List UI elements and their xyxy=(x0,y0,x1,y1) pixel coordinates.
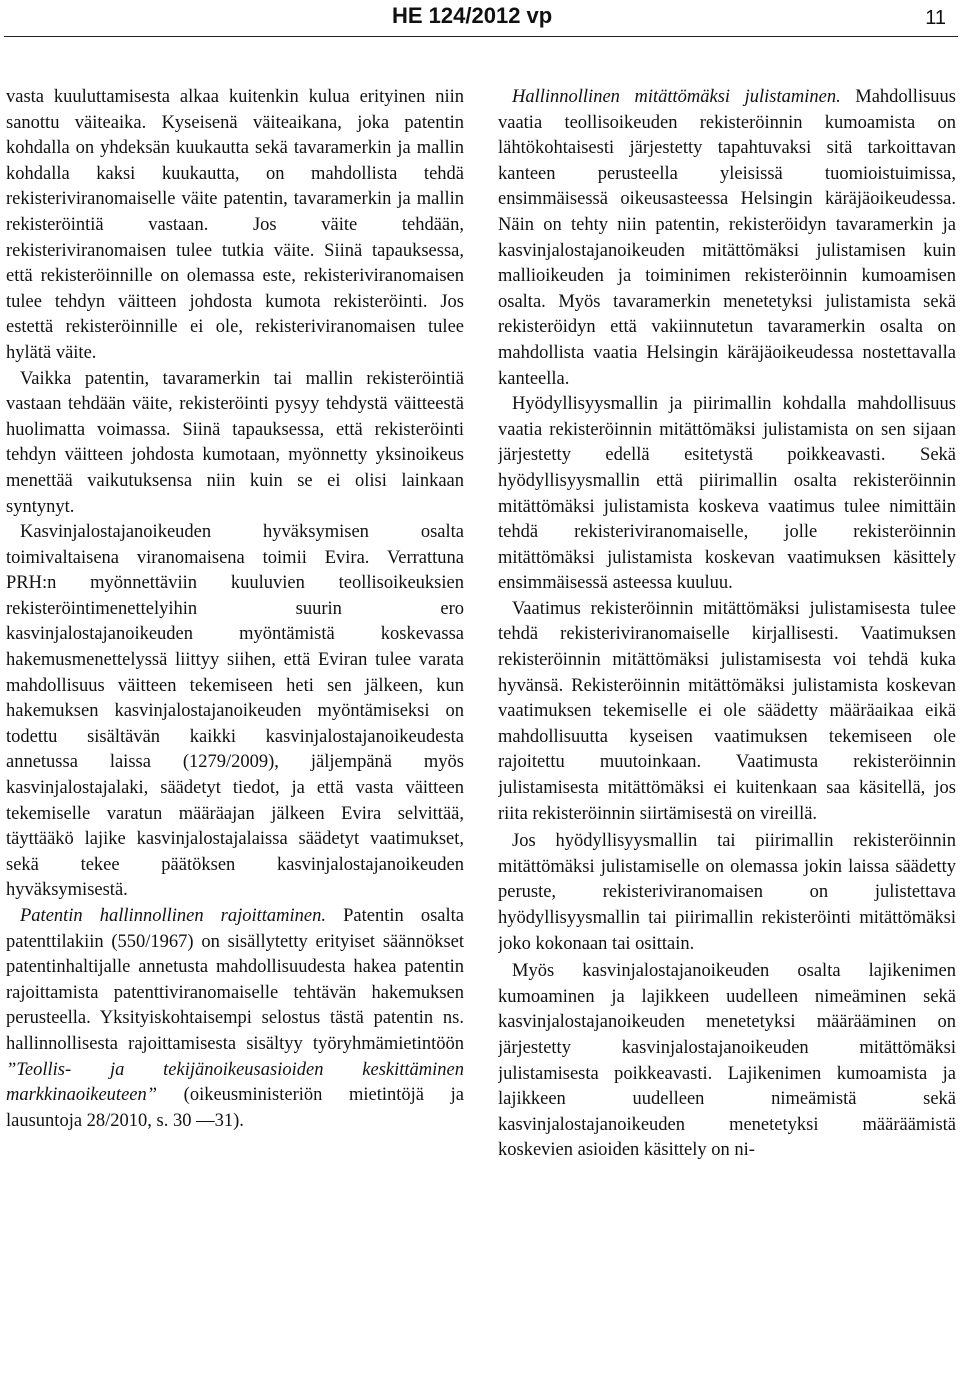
page-number: 11 xyxy=(925,7,946,29)
paragraph: Jos hyödyllisyysmallin tai piirimallin rekisteröinnin mitättömäksi julistamiselle on olemassa jokin laissa säädetty peruste, rekisteriviranomaisen on julistettava hyödyllisyysmallin tai piirimallin rekisteröinti mitättömäksi joko kokonaan tai osittain. xyxy=(498,831,956,954)
paragraph xyxy=(6,904,464,1134)
paragraph: Vaatimus rekisteröinnin mitättömäksi julistamisesta tulee tehdä rekisteriviranomaiselle kirjallisesti. Vaatimuksen rekisteröinnin mitättömäksi julistamisesta voi tehdä kuka hyvänsä. Rekisteröinnin mitättömäksi julistamista koskevan vaatimuksen tekemiselle ei ole säädetty määräaikaa eikä mahdollisuutta kyseisen vaatimuksen tekemiseen ole rajoitettu muutoinkaan. Vaatimusta rekisteröinnin julistamisesta mitättömäksi ei kuitenkaan saa käsitellä, jos riita rekisteröinnin siirtämisestä on vireillä. xyxy=(498,598,956,824)
paragraph: Vaikka patentin, tavaramerkin tai mallin rekisteröintiä vastaan tehdään väite, rekisteröinti pysyy tehdystä väitteestä huolimatta voimassa. Siinä tapauksessa, että rekisteröinti tehdyn väitteen johdosta kumotaan, myönnetty yksinoikeus menettää vaikutuksensa niin kuin se ei olisi lainkaan syntynyt. xyxy=(6,368,464,517)
paragraph-text: (oikeusministeriön mietintöjä ja lausuntoja 28/2010, s. 30 —31). xyxy=(6,1085,464,1131)
paragraph: Myös kasvinjalostajanoikeuden osalta lajikenimen kumoaminen ja lajikkeen uudelleen nimeäminen sekä kasvinjalostajanoikeuden menetetyksi määrääminen on järjestetty kasvinjalostajanoikeuden mitättömäksi julistamisesta poikkeavasti. Lajikenimen kumoamista ja lajikkeen uudelleen nimeämistä sekä kasvinjalostajanoikeuden menetetyksi määräämistä koskevien asioiden käsittely on ni- xyxy=(498,961,956,1161)
quoted-title: ”Teollis- ja tekijänoikeusasioiden keskittäminen markkinaoikeuteen” xyxy=(6,1059,464,1106)
right-column xyxy=(498,85,956,1385)
document-id: HE 124/2012 vp xyxy=(392,3,553,28)
paragraph-text: Patentin osalta patenttilakiin (550/1967) on sisällytetty erityiset säännökset patentinhaltijalle annetusta mahdollisuudesta hakea patentin rajoittamista patenttiviranomaiselle tehtävän hakemuksen perusteella. Yksityiskohtaisempi selostus tästä patentin ns. hallinnollisesta rajoittamisesta sisältyy työryhmämietintöön xyxy=(6,906,464,1054)
section-heading: Patentin hallinnollinen rajoittaminen. xyxy=(20,906,327,926)
paragraph: vasta kuuluttamisesta alkaa kuitenkin kulua erityinen niin sanottu väiteaika. Kyseisenä väiteaikana, joka patentin kohdalla on yhdeksän kuukautta sekä tavaramerkin ja mallin kohdalla kaksi kuukautta, on mahdollista tehdä rekisteriviranomaiselle väite patentin, tavaramerkin ja mallin rekisteröintiä vastaan. Jos väite tehdään, rekisteriviranomaisen tulee tutkia väite. Siinä tapauksessa, että rekisteröinnille on olemassa este, rekisteriviranomaisen tulee tehdyn väitteen johdosta kumota rekisteröinti. Jos estettä rekisteröinnille ei ole, rekisteriviranomaisen tulee hylätä väite. xyxy=(6,87,464,363)
left-column xyxy=(6,85,464,1385)
paragraph xyxy=(498,85,956,392)
page-header xyxy=(0,0,960,38)
section-heading: Hallinnollinen mitättömäksi julistaminen. xyxy=(512,87,841,107)
paragraph: Hyödyllisyysmallin ja piirimallin kohdalla mahdollisuus vaatia rekisteröinnin mitättömäksi julistamista on sen sijaan järjestetty edellä esitetystä poikkeavasti. Sekä hyödyllisyysmallin että piirimallin osalta rekisteröinnin mitättömäksi julistamista koskeva vaatimus tulee nimittäin tehdä rekisteriviranomaiselle, jolle rekisteröinnin mitättömäksi julistamista koskevan vaatimuksen käsittely ensimmäisessä asteessa kuuluu. xyxy=(498,394,956,594)
paragraph-text: Mahdollisuus vaatia teollisoikeuden rekisteröinnin kumoamista on lähtökohtaisesti järjestetty tapahtuvaksi sitä tarkoittavan kanteen perusteella yleisissä tuomioistuimissa, ensimmäisessä oikeusasteessa Helsingin käräjäoikeudessa. Näin on tehty niin patentin, rekisteröidyn tavaramerkin ja kasvinjalostajanoikeuden mitättömäksi julistamisen kuin mallioikeuden ja toiminimen rekisteröinnin kumoamisen osalta. Myös tavaramerkin menetetyksi julistamista sekä rekisteröidyn että vakiinnutetun tavaramerkin osalta on mahdollista vaatia Helsingin käräjäoikeudessa nostettavalla kanteella. xyxy=(498,87,956,389)
paragraph: Kasvinjalostajanoikeuden hyväksymisen osalta toimivaltaisena viranomaisena toimii Evira. Verrattuna PRH:n myönnettäviin kuuluvien teollisoikeuksien rekisteröintimenettelyihin suurin ero kasvinjalostajanoikeuden myöntämistä koskevassa hakemusmenettelyssä liittyy siihen, että Eviran tulee varata mahdollisuus väitteen tekemiseen heti sen jälkeen, kun hakemuksen kasvinjalostajanoikeuden myöntämiseksi on todettu sisältävän kaikki kasvinjalostajanoikeudesta annetussa laissa (1279/2009), jäljempänä myös kasvinjalostajalaki, säädetyt tiedot, ja että vasta väitteen tekemiselle varatun määräajan jälkeen Evira selvittää, täyttääkö lajike kasvinjalostajalaissa säädetyt vaatimukset, sekä tekee päätöksen kasvinjalostajanoikeuden hyväksymisestä. xyxy=(6,522,464,901)
header-rule xyxy=(4,36,958,37)
